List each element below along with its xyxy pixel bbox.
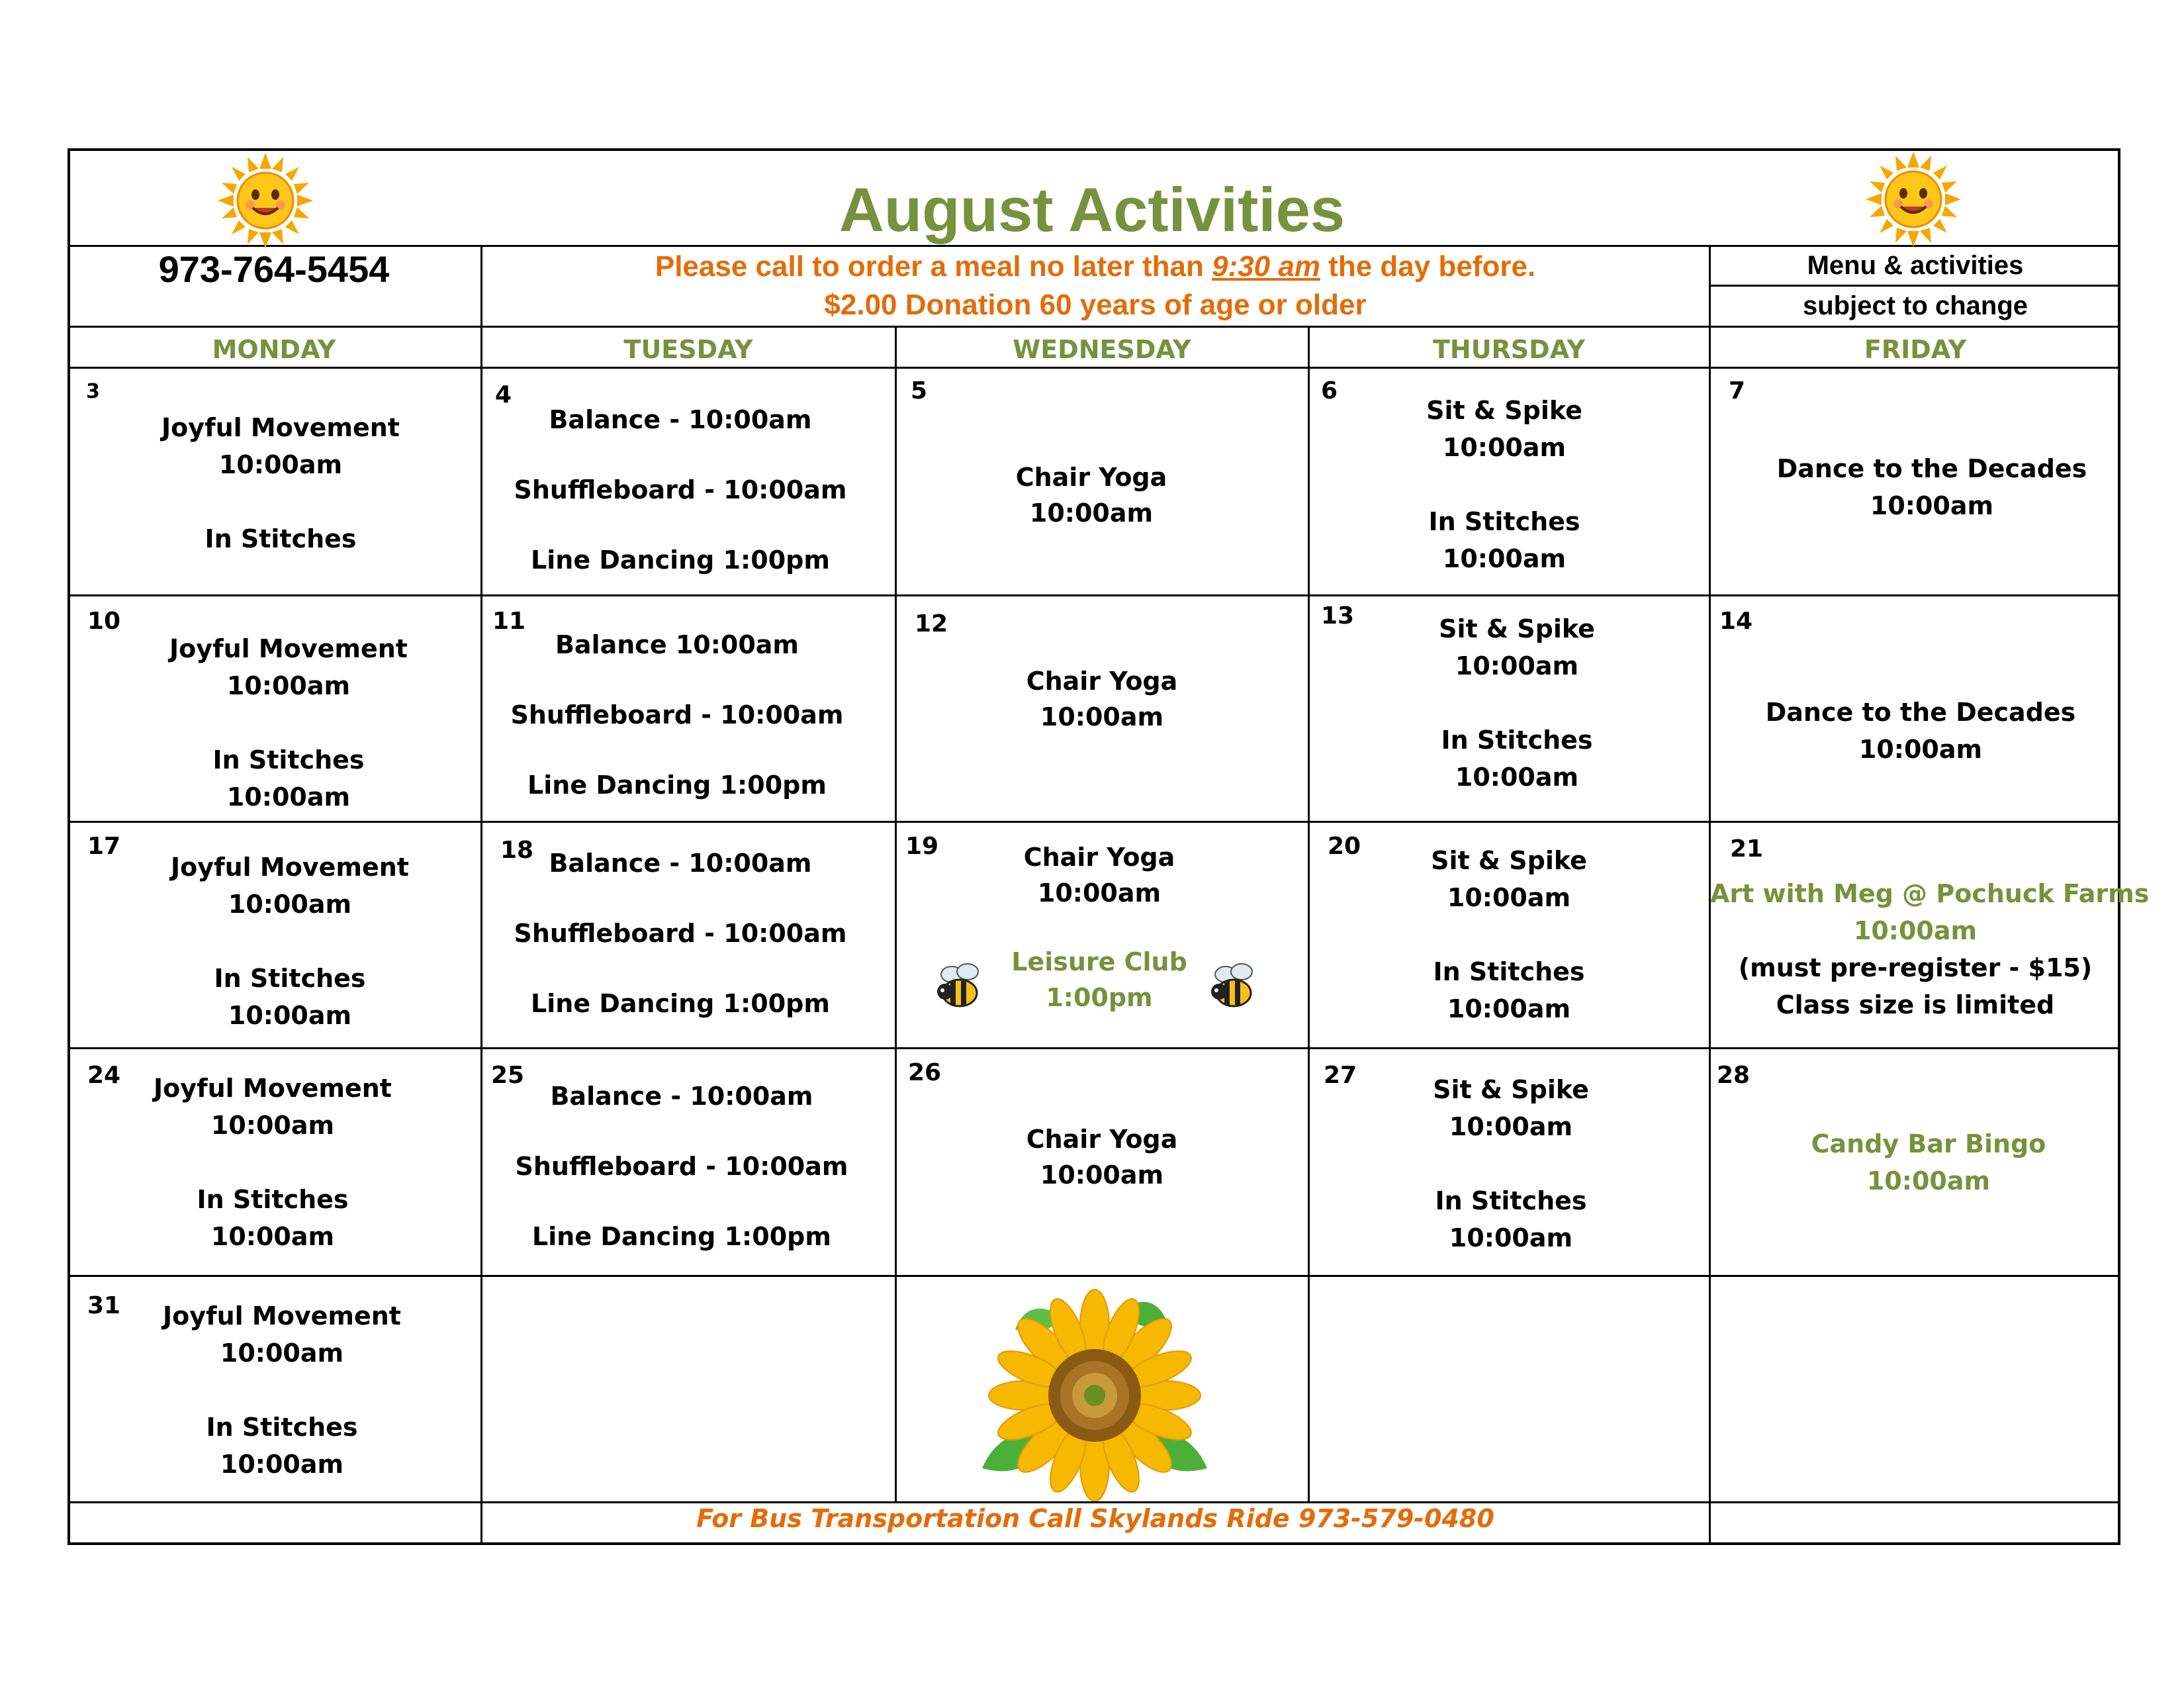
day-cell-activities bbox=[1309, 1071, 1713, 1256]
activity-line: Joyful Movement bbox=[163, 1301, 401, 1331]
date-number: 21 bbox=[1730, 835, 1764, 863]
activity-line: 1:00pm bbox=[1046, 983, 1153, 1012]
day-cell-activities bbox=[482, 402, 879, 578]
day-cell-activities bbox=[896, 1121, 1308, 1193]
day-cell-activities bbox=[89, 630, 488, 816]
activity-line: Candy Bar Bingo bbox=[1811, 1129, 2046, 1158]
activity-line bbox=[1309, 916, 1709, 953]
date-number: 12 bbox=[915, 610, 948, 637]
activity-line: Balance 10:00am bbox=[555, 630, 799, 659]
activity-line bbox=[482, 1184, 882, 1219]
day-cell-activities bbox=[482, 846, 879, 1021]
date-number: 25 bbox=[491, 1062, 525, 1089]
activity-line bbox=[482, 1114, 882, 1149]
activity-line: 10:00am bbox=[1858, 735, 1983, 764]
activity-line: 10:00am bbox=[1442, 544, 1567, 573]
activity-line: Dance to the Decades bbox=[1765, 698, 2076, 727]
grid-line bbox=[68, 1501, 2120, 1503]
activity-line: Joyful Movement bbox=[171, 853, 409, 882]
menu-note-line2: subject to change bbox=[1802, 291, 2028, 320]
activity-line: 10:00am bbox=[228, 890, 352, 919]
sunflower-icon bbox=[956, 1283, 1234, 1501]
bus-transportation-note: For Bus Transportation Call Skylands Ride 973-579-0480 bbox=[696, 1504, 1494, 1533]
date-number: 4 bbox=[495, 381, 512, 408]
date-number: 17 bbox=[87, 833, 121, 860]
day-cell-activities bbox=[896, 459, 1287, 531]
activity-line: Shuffleboard - 10:00am bbox=[515, 1152, 848, 1181]
bee-icon bbox=[1206, 957, 1261, 1017]
day-cell-activities bbox=[1309, 392, 1700, 577]
date-number: 3 bbox=[86, 380, 100, 403]
activity-line: 10:00am bbox=[226, 782, 351, 812]
activity-line bbox=[482, 733, 872, 768]
grid-line bbox=[68, 821, 2120, 823]
activity-line: 10:00am bbox=[220, 1450, 344, 1479]
date-number: 20 bbox=[1328, 833, 1361, 860]
activity-line: 10:00am bbox=[1040, 702, 1164, 731]
activity-line: 10:00am bbox=[220, 1338, 344, 1368]
activity-line: Sit & Spike bbox=[1431, 846, 1587, 875]
activity-line bbox=[1309, 1145, 1713, 1182]
activity-line: Shuffleboard - 10:00am bbox=[514, 475, 847, 504]
activity-line bbox=[81, 483, 480, 520]
date-number: 7 bbox=[1729, 377, 1746, 404]
activity-line bbox=[89, 704, 488, 741]
activity-line bbox=[482, 438, 879, 473]
activity-line: (must pre-register - $15) bbox=[1738, 953, 2093, 982]
activity-line bbox=[482, 881, 879, 916]
activity-line bbox=[73, 1144, 473, 1181]
activity-line: In Stitches bbox=[212, 745, 365, 774]
grid-line bbox=[68, 594, 2120, 596]
activity-line: 10:00am bbox=[210, 1111, 335, 1140]
activity-line: Class size is limited bbox=[1776, 990, 2055, 1019]
activity-line: Dance to the Decades bbox=[1776, 454, 2087, 483]
day-cell-activities bbox=[896, 663, 1308, 735]
date-number: 10 bbox=[87, 608, 121, 635]
activity-line: 10:00am bbox=[1853, 916, 1978, 945]
activity-line: In Stitches bbox=[1428, 507, 1580, 536]
activity-line: Chair Yoga bbox=[1026, 667, 1178, 696]
day-cell-activities bbox=[896, 839, 1302, 911]
day-header-thursday: THURSDAY bbox=[1432, 335, 1586, 364]
activity-line: In Stitches bbox=[1435, 1186, 1587, 1215]
activity-line bbox=[1309, 466, 1700, 503]
activity-line bbox=[482, 951, 879, 986]
activity-line: Balance - 10:00am bbox=[550, 1082, 813, 1111]
activity-line: Joyful Movement bbox=[154, 1074, 392, 1103]
meal-deadline-time: 9:30 am bbox=[1212, 250, 1320, 283]
menu-note-line1: Menu & activities bbox=[1807, 251, 2024, 280]
day-cell-activities bbox=[81, 409, 480, 557]
activity-line: In Stitches bbox=[206, 1413, 358, 1442]
day-cell-activities bbox=[1717, 1125, 2140, 1199]
activity-line: 10:00am bbox=[1455, 763, 1579, 792]
date-number: 6 bbox=[1321, 377, 1338, 404]
activity-line: 10:00am bbox=[228, 1001, 352, 1030]
day-cell-activities bbox=[82, 1297, 482, 1483]
activity-line: Art with Meg @ Pochuck Farms bbox=[1710, 879, 2150, 908]
activity-line: Line Dancing 1:00pm bbox=[532, 1222, 831, 1251]
activity-line bbox=[482, 508, 879, 543]
activity-line: Line Dancing 1:00pm bbox=[531, 545, 830, 575]
activity-line: 10:00am bbox=[1870, 491, 1994, 520]
day-cell-activities bbox=[73, 1070, 473, 1255]
activity-line: Chair Yoga bbox=[1023, 843, 1175, 872]
activity-line: Joyful Movement bbox=[169, 634, 408, 663]
day-cell-activities bbox=[1710, 694, 2131, 768]
day-cell-activities bbox=[90, 849, 490, 1034]
date-number: 11 bbox=[492, 608, 526, 635]
meal-notice-text: the day before. bbox=[1320, 250, 1536, 283]
meal-notice-line2: $2.00 Donation 60 years of age or older bbox=[824, 289, 1367, 321]
activity-line bbox=[82, 1372, 482, 1409]
day-cell-activities bbox=[482, 628, 872, 803]
activity-line: 10:00am bbox=[1029, 498, 1154, 528]
grid-line bbox=[68, 326, 2120, 328]
activity-line: In Stitches bbox=[214, 964, 366, 993]
date-number: 24 bbox=[87, 1062, 121, 1089]
day-cell-activities bbox=[1317, 610, 1717, 796]
date-number: 18 bbox=[500, 837, 534, 864]
activity-line: 10:00am bbox=[1455, 651, 1579, 680]
date-number: 28 bbox=[1717, 1062, 1751, 1089]
activity-line: In Stitches bbox=[1441, 726, 1593, 755]
activity-line bbox=[1317, 684, 1717, 722]
day-cell-activities bbox=[482, 1079, 882, 1254]
activity-line: 10:00am bbox=[1866, 1166, 1991, 1196]
activity-line: 10:00am bbox=[1037, 878, 1161, 908]
date-number: 27 bbox=[1324, 1062, 1357, 1089]
activity-line: 10:00am bbox=[1449, 1112, 1573, 1141]
day-cell-activities bbox=[1309, 842, 1709, 1027]
activity-line: Joyful Movement bbox=[161, 413, 400, 442]
activity-line: Balance - 10:00am bbox=[549, 849, 812, 878]
date-number: 5 bbox=[911, 377, 928, 404]
activity-line: 10:00am bbox=[226, 671, 351, 700]
day-header-tuesday: TUESDAY bbox=[623, 335, 753, 364]
day-header-monday: MONDAY bbox=[212, 335, 336, 364]
grid-line bbox=[68, 1275, 2120, 1277]
day-header-wednesday: WEDNESDAY bbox=[1013, 335, 1191, 364]
activity-line: Sit & Spike bbox=[1439, 614, 1595, 643]
activity-line: 10:00am bbox=[1447, 883, 1571, 912]
page-title: August Activities bbox=[839, 175, 1345, 244]
activity-line: Sit & Spike bbox=[1426, 396, 1582, 425]
date-number: 19 bbox=[905, 833, 939, 860]
activity-line: 10:00am bbox=[1442, 433, 1567, 462]
activity-line: 10:00am bbox=[1449, 1223, 1573, 1252]
activity-line: Leisure Club bbox=[1011, 947, 1187, 976]
bee-icon bbox=[932, 957, 987, 1017]
activity-line: In Stitches bbox=[1433, 957, 1585, 986]
activity-line: Line Dancing 1:00pm bbox=[527, 771, 827, 800]
date-number: 31 bbox=[87, 1292, 121, 1319]
activity-line bbox=[482, 663, 872, 698]
meal-notice-line1 bbox=[482, 248, 1709, 286]
date-number: 26 bbox=[908, 1059, 942, 1086]
activity-line: 10:00am bbox=[218, 450, 343, 479]
day-cell-activities bbox=[1710, 875, 2150, 1023]
grid-line bbox=[68, 1047, 2120, 1049]
activity-line: 10:00am bbox=[1040, 1160, 1164, 1190]
activity-line bbox=[90, 923, 490, 960]
date-number: 14 bbox=[1719, 608, 1753, 635]
activity-line: Shuffleboard - 10:00am bbox=[510, 700, 844, 729]
activity-line: In Stitches bbox=[197, 1185, 349, 1214]
activity-line: Line Dancing 1:00pm bbox=[531, 989, 830, 1018]
activity-line: Balance - 10:00am bbox=[549, 405, 812, 434]
date-number: 13 bbox=[1321, 602, 1355, 630]
meal-notice-text: Please call to order a meal no later than bbox=[655, 250, 1212, 283]
activity-line: 10:00am bbox=[1447, 994, 1571, 1023]
activity-line: In Stitches bbox=[205, 524, 357, 553]
activity-line: 10:00am bbox=[210, 1222, 335, 1251]
day-header-friday: FRIDAY bbox=[1864, 335, 1967, 364]
activity-line: Chair Yoga bbox=[1026, 1125, 1178, 1154]
day-cell-activities bbox=[1723, 450, 2140, 524]
activity-line: Chair Yoga bbox=[1015, 463, 1167, 492]
phone-number: 973-764-5454 bbox=[158, 248, 390, 290]
activity-line: Shuffleboard - 10:00am bbox=[514, 919, 847, 948]
activity-line: Sit & Spike bbox=[1433, 1075, 1589, 1104]
